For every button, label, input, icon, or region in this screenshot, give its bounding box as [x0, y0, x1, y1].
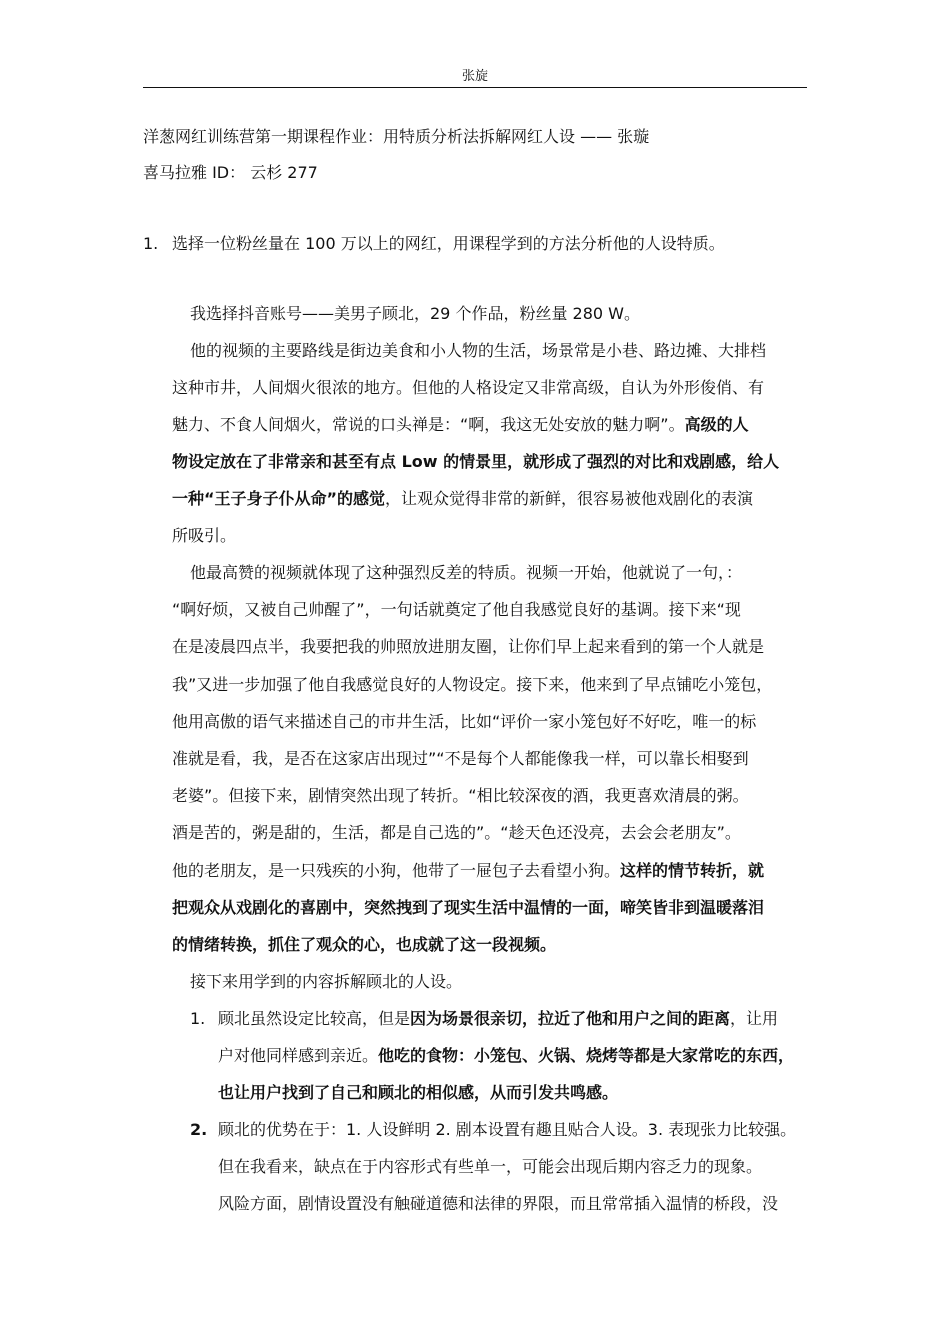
list-item-line: 顾北的优势在于：1. 人设鲜明 2. 剧本设置有趣且贴合人设。3. 表现张力比较强。	[218, 1120, 797, 1139]
paragraph-line: 把观众从戏剧化的喜剧中，突然拽到了现实生活中温情的一面，啼笑皆非到温暖落泪	[172, 898, 765, 917]
text-run: 户对他同样感到亲近。	[218, 1046, 379, 1065]
paragraph-line	[172, 488, 753, 510]
paragraph-line: 酒是苦的，粥是甜的，生活，都是自己选的”。“趁天色还没亮，去会会老朋友”。	[172, 823, 741, 842]
question-number: 1.	[143, 234, 159, 253]
paragraph-line: “啊好烦，又被自己帅醒了”，一句话就奠定了他自我感觉良好的基调。接下来“现	[172, 600, 741, 619]
paragraph-line: 的情绪转换，抓住了观众的心，也成就了这一段视频。	[172, 935, 557, 954]
paragraph-line: 物设定放在了非常亲和甚至有点 Low 的情景里，就形成了强烈的对比和戏剧感，给人	[172, 452, 780, 471]
bold-text-run: 高级的人	[684, 415, 749, 434]
bold-text-run: 这样的情节转折，就	[620, 861, 765, 880]
paragraph-line: 我”又进一步加强了他自我感觉良好的人物设定。接下来，他来到了早点铺吃小笼包，	[172, 675, 773, 694]
paragraph-line: 老婆”。但接下来，剧情突然出现了转折。“相比较深夜的酒，我更喜欢清晨的粥。	[172, 786, 749, 805]
paragraph-line: 准就是看，我，是否在这家店出现过”“不是每个人都能像我一样，可以靠长相娶到	[172, 749, 749, 768]
paragraph-line: 他最高赞的视频就体现了这种强烈反差的特质。视频一开始，他就说了一句，：	[190, 563, 743, 582]
paragraph-line: 他的视频的主要路线是街边美食和小人物的生活，场景常是小巷、路边摊、大排档	[190, 341, 767, 360]
paragraph-line: 他用高傲的语气来描述自己的市井生活，比如“评价一家小笼包好不好吃，唯一的标	[172, 712, 757, 731]
list-number: 1.	[190, 1009, 206, 1028]
header-divider	[143, 87, 807, 88]
text-run: 魅力、不食人间烟火，常说的口头禅是：“啊，我这无处安放的魅力啊”。	[172, 415, 685, 434]
paragraph-line: 所吸引。	[172, 526, 237, 545]
list-item-line	[218, 1045, 794, 1067]
document-title: 洋葱网红训练营第一期课程作业：用特质分析法拆解网红人设 —— 张璇	[143, 127, 650, 146]
list-item-line: 风险方面，剧情设置没有触碰道德和法律的界限，而且常常插入温情的桥段，没	[218, 1194, 779, 1213]
paragraph-line: 接下来用学到的内容拆解顾北的人设。	[190, 972, 463, 991]
paragraph-account: 我选择抖音账号——美男子顾北，29 个作品，粉丝量 280 W。	[190, 304, 640, 323]
text-run: ，让用	[730, 1009, 779, 1028]
header-author: 张旋	[461, 69, 488, 84]
ximalaya-id: 喜马拉雅 ID： 云杉 277	[143, 163, 318, 182]
paragraph-line: 这种市井，人间烟火很浓的地方。但他的人格设定又非常高级，自认为外形俊俏、有	[172, 378, 765, 397]
bold-text-run: 他吃的食物：小笼包、火锅、烧烤等都是大家常吃的东西，	[378, 1046, 795, 1065]
paragraph-line	[172, 414, 749, 436]
list-number: 2.	[190, 1120, 208, 1139]
text-run: 他的老朋友，是一只残疾的小狗，他带了一屉包子去看望小狗。	[172, 861, 621, 880]
list-item-line: 但在我看来，缺点在于内容形式有些单一，可能会出现后期内容乏力的现象。	[218, 1157, 763, 1176]
text-run: 顾北虽然设定比较高，但是	[218, 1009, 411, 1028]
question-text: 选择一位粉丝量在 100 万以上的网红，用课程学到的方法分析他的人设特质。	[172, 234, 725, 253]
paragraph-line	[172, 860, 764, 882]
text-run: ，让观众觉得非常的新鲜，很容易被他戏剧化的表演	[385, 489, 754, 508]
paragraph-line: 在是凌晨四点半，我要把我的帅照放进朋友圈，让你们早上起来看到的第一个人就是	[172, 637, 765, 656]
bold-text-run: 一种“王子身子仆从命”的感觉	[172, 489, 386, 508]
list-item-line	[218, 1008, 778, 1030]
bold-text-run: 因为场景很亲切，拉近了他和用户之间的距离	[410, 1009, 731, 1028]
list-item-line: 也让用户找到了自己和顾北的相似感，从而引发共鸣感。	[218, 1083, 619, 1102]
